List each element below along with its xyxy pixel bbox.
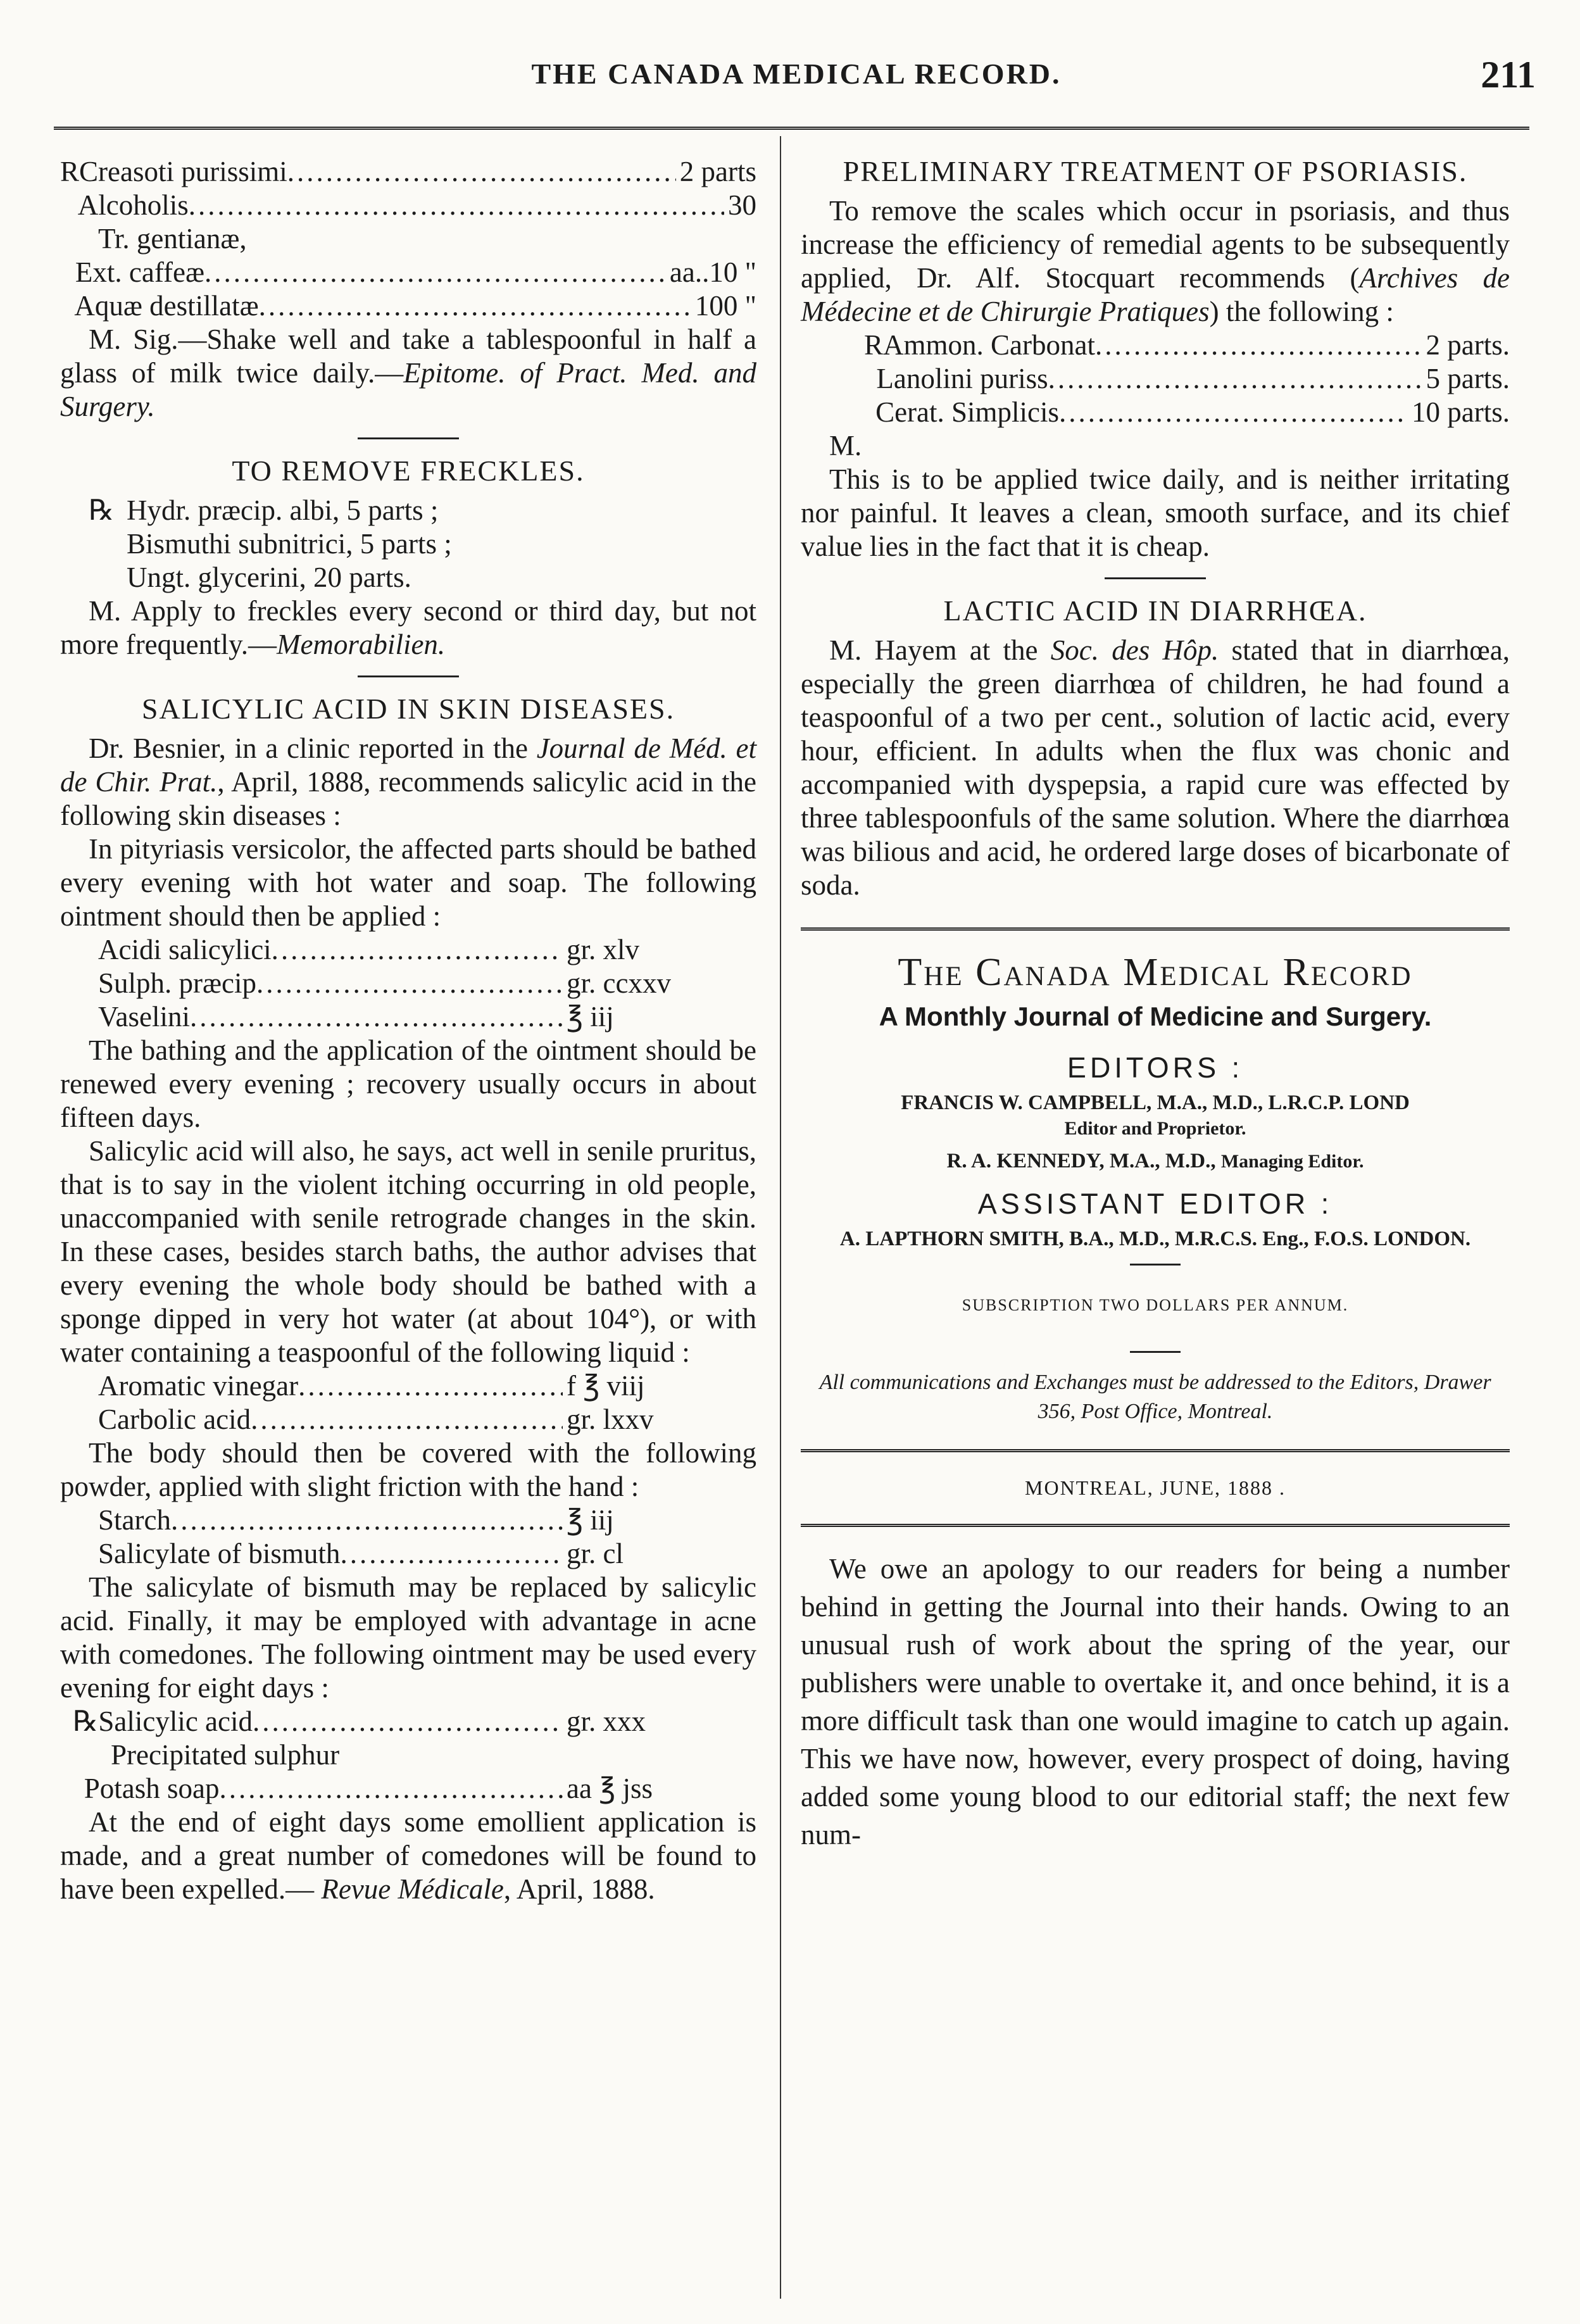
- society-citation: Soc. des Hôp.: [1050, 634, 1219, 666]
- section-title-freckles: TO REMOVE FRECKLES.: [232, 455, 585, 487]
- section-rule: [1105, 577, 1206, 579]
- address-notice: All communications and Exchanges must be addressed to the Editors, Drawer 356, Post Office, Montreal.: [819, 1371, 1491, 1423]
- rx-drug: Aromatic vinegar: [98, 1370, 299, 1402]
- editor-name-text: R. A. KENNEDY, M.A., M.D.,: [946, 1150, 1216, 1172]
- source-citation: Revue Médicale: [321, 1873, 504, 1905]
- rx-drug: Starch: [98, 1504, 171, 1536]
- rx-drug: Ungt. glycerini, 20 parts.: [127, 562, 411, 593]
- rx-line: [864, 396, 1510, 429]
- rx-symbol: ℞: [89, 494, 115, 526]
- paragraph: The body should then be covered with the following powder, applied with slight friction with the hand :: [60, 1437, 756, 1502]
- rx-line: [60, 222, 756, 256]
- text: stated that in diarrhœa, especially the green diarrhœa of children, he had found a teaspoonful of a two per cent., solution of lactic acid, every hour, efficient. In adults when the flux was chonic and accompanied with dyspepsia, a rapid cure was effected by three tablespoonfuls of the same solution. Where the diarrhœa was bilious and acid, he ordered large doses of bicarbonate of soda.: [801, 634, 1510, 901]
- section-rule: [358, 675, 459, 677]
- rx-quantity: 5 parts.: [1426, 363, 1510, 394]
- paragraph: The salicylate of bismuth may be replaced by salicylic acid. Finally, it may be employed with advantage in acne with comedones. The following ointment may be used every evening for eight days :: [60, 1571, 756, 1704]
- rx-line: [864, 362, 1510, 396]
- rx-drug: Bismuthi subnitrici, 5 parts ;: [127, 528, 452, 560]
- rx-symbol: R: [864, 329, 884, 361]
- leader-dots: [272, 933, 563, 967]
- editor-name: FRANCIS W. CAMPBELL, M.A., M.D., L.R.C.P. LOND: [901, 1091, 1410, 1114]
- rx-line: [73, 1738, 756, 1772]
- mixture-mark: M.: [829, 430, 862, 462]
- section-title-lactic: LACTIC ACID IN DIARRHŒA.: [943, 594, 1367, 627]
- prescription-acne: [60, 1705, 756, 1806]
- prescription-powder: [60, 1504, 756, 1571]
- rx-quantity: f ℥ viij: [567, 1370, 645, 1402]
- rx-symbol: ℞: [73, 1705, 99, 1737]
- paragraph: This is to be applied twice daily, and is neither irritating nor painful. It leaves a clean, smooth surface, and its chief value lies in the fact that it is cheap.: [801, 463, 1510, 562]
- masthead-subtitle: A Monthly Journal of Medicine and Surgery.: [879, 1002, 1432, 1031]
- rx-drug: Alcoholis: [77, 189, 189, 221]
- rx-line: [98, 1000, 756, 1034]
- rx-quantity: 100 ": [694, 290, 756, 322]
- leader-dots: [220, 1772, 563, 1806]
- leader-dots: [1095, 329, 1422, 362]
- rx-drug: Acidi salicylici: [98, 934, 272, 965]
- prescription-freckles: [60, 494, 756, 594]
- rx-drug: Ext. caffeæ: [75, 256, 204, 288]
- rx-quantity: ℥ iij: [567, 1504, 614, 1536]
- rx-line: [60, 155, 756, 189]
- text: , April, 1888.: [503, 1873, 655, 1905]
- rx-drug: Ammon. Carbonat: [883, 329, 1095, 361]
- rx-line: [98, 1403, 756, 1436]
- rx-quantity: 2 parts: [679, 156, 756, 187]
- rx-line: [89, 494, 756, 527]
- rx-line: [60, 256, 756, 289]
- dateline: MONTREAL, JUNE, 1888 .: [1025, 1476, 1286, 1499]
- page-number: 211: [1481, 54, 1536, 96]
- rx-line: [89, 527, 756, 561]
- prescription-ointment: [60, 933, 756, 1034]
- rx-drug: Tr. gentianæ,: [98, 223, 247, 254]
- rx-line: [98, 1504, 756, 1537]
- paragraph: [60, 732, 756, 832]
- paragraph: The bathing and the application of the ointment should be renewed every evening ; recovery usually occurs in about fifteen days.: [60, 1034, 756, 1133]
- editors-label: EDITORS :: [1067, 1052, 1244, 1084]
- rx-drug: Hydr. præcip. albi, 5 parts ;: [127, 494, 439, 526]
- text: M. Hayem at the: [829, 634, 1051, 666]
- section-title-psoriasis: PRELIMINARY TREATMENT OF PSORIASIS.: [843, 155, 1468, 187]
- rx-line: [98, 1369, 756, 1403]
- section-title-salicylic: SALICYLIC ACID IN SKIN DISEASES.: [141, 693, 675, 725]
- rx-drug: Potash soap: [84, 1773, 220, 1804]
- masthead-short-rule: [1130, 1351, 1181, 1353]
- editor-role: Managing Editor.: [1220, 1151, 1364, 1172]
- rx-quantity: 10 parts.: [1412, 396, 1510, 428]
- paragraph: [801, 194, 1510, 329]
- rx-quantity: gr. cl: [567, 1538, 624, 1569]
- editor-role: Editor and Proprietor.: [1064, 1118, 1246, 1139]
- right-column: [801, 155, 1510, 1854]
- leader-dots: [340, 1537, 563, 1571]
- prescription-creasote: [60, 155, 756, 323]
- rx-line: [73, 1772, 756, 1806]
- paragraph: Salicylic acid will also, he says, act well in senile pruritus, that is to say in the violent itching occurring in old people, unaccompanied with senile retrograde changes in the skin. In these cases, besides starch baths, the author advises that every evening the whole body should be bathed with a sponge dipped in very hot water (at about 104°), or with water containing a teaspoonful of the following liquid :: [60, 1135, 756, 1368]
- source-citation: Memorabilien.: [276, 629, 446, 660]
- rx-quantity: aa ℥ jss: [567, 1773, 653, 1804]
- dateline-rule-top: [801, 1449, 1510, 1452]
- rx-drug: Sulph. præcip: [98, 967, 257, 999]
- note-text: M. Sig.—Shake well and take a tablespoonful in half a glass of milk twice daily.—: [60, 323, 756, 389]
- left-column: [60, 155, 756, 1906]
- rx-drug: Salicylic acid: [98, 1705, 253, 1737]
- rx-quantity: gr. xlv: [567, 934, 640, 965]
- rx-quantity: gr. ccxxv: [567, 967, 671, 999]
- rx-quantity: ℥ iij: [567, 1001, 614, 1033]
- dateline-rule-bottom: [801, 1524, 1510, 1527]
- section-rule: [358, 437, 459, 439]
- journal-citation: Archives de Médecine et de Chirurgie Pratiques: [801, 262, 1510, 327]
- note-text: M. Apply to freckles every second or third day, but not more frequently.—: [60, 595, 756, 660]
- leader-dots: [189, 189, 724, 222]
- rx-line: [864, 329, 1510, 362]
- running-title: THE CANADA MEDICAL RECORD.: [531, 58, 1062, 90]
- rx-line: [98, 967, 756, 1000]
- rx-drug: Cerat. Simplicis: [875, 396, 1060, 428]
- text: At the end of eight days some emollient application is made, and a great number of comedones will be found to have been expelled.—: [60, 1806, 756, 1905]
- text: To remove the scales which occur in psoriasis, and thus increase the efficiency of remedial agents to be subsequently applied, Dr. Alf. Stocquart recommends (: [801, 195, 1510, 294]
- paragraph: In pityriasis versicolor, the affected parts should be bathed every evening with hot water and soap. The following ointment should then be applied :: [60, 833, 756, 932]
- rx-drug: Creasoti purissimi: [79, 156, 287, 187]
- rx-line: [60, 289, 756, 323]
- leader-dots: [171, 1504, 563, 1537]
- prescription-note: [60, 323, 756, 424]
- editor-name: [801, 1148, 1510, 1174]
- rx-drug: Lanolini puriss: [876, 363, 1048, 394]
- subscription-notice: SUBSCRIPTION TWO DOLLARS PER ANNUM.: [962, 1296, 1349, 1314]
- paragraph: [801, 634, 1510, 902]
- leader-dots: [256, 967, 563, 1000]
- rx-line: [98, 1537, 756, 1571]
- leader-dots: [298, 1369, 563, 1403]
- rx-quantity: 30: [728, 189, 756, 221]
- rx-quantity: aa..10 ": [669, 256, 756, 288]
- masthead-rule-top: [801, 927, 1510, 931]
- assistant-editor-label: ASSISTANT EDITOR :: [977, 1188, 1333, 1220]
- leader-dots: [287, 155, 676, 189]
- masthead-title: The Canada Medical Record: [898, 951, 1413, 994]
- rx-line: [60, 189, 756, 222]
- journal-citation: Journal de Méd. et de Chir. Prat.: [60, 732, 756, 798]
- column-divider: [780, 136, 781, 2299]
- leader-dots: [1059, 396, 1408, 429]
- freckles-note: [60, 594, 756, 662]
- editorial: [801, 1550, 1510, 1854]
- rx-line: [73, 1705, 756, 1738]
- paragraph: [60, 1806, 756, 1906]
- rx-symbol: R: [60, 156, 80, 187]
- text: ) the following :: [1209, 296, 1394, 327]
- rx-drug: Salicylate of bismuth: [98, 1538, 341, 1569]
- rx-quantity: gr. xxx: [567, 1705, 646, 1737]
- masthead-short-rule: [1130, 1264, 1181, 1266]
- editorial-paragraph: We owe an apology to our readers for being a number behind in getting the Journal into their hands. Owing to an unusual rush of work about the spring of the year, our publishers were unable to overtake it, and once behind, it is a more difficult task than one would imagine to catch up again. This we have now, however, every prospect of doing, having added some young blood to our editorial staff; the next few num-: [801, 1553, 1510, 1850]
- leader-dots: [253, 1705, 563, 1738]
- rx-drug: Vaselini: [98, 1001, 190, 1033]
- rx-quantity: 2 parts.: [1426, 329, 1510, 361]
- source-citation: Epitome. of Pract. Med. and Surgery.: [60, 357, 756, 422]
- prescription-liquid: [60, 1369, 756, 1436]
- rx-drug: Carbolic acid: [98, 1404, 251, 1435]
- text: , April, 1888, recommends salicylic acid in the following skin diseases :: [60, 766, 756, 831]
- rx-drug: Aquæ destillatæ: [74, 290, 259, 322]
- rx-line: [98, 933, 756, 967]
- prescription-psoriasis: [801, 329, 1510, 429]
- header-rule: [54, 127, 1529, 130]
- leader-dots: [1048, 362, 1422, 396]
- rx-drug: Precipitated sulphur: [111, 1739, 340, 1771]
- assistant-editor-name: A. LAPTHORN SMITH, B.A., M.D., M.R.C.S. Eng., F.O.S. LONDON.: [839, 1228, 1471, 1250]
- leader-dots: [251, 1403, 563, 1436]
- leader-dots: [259, 289, 691, 323]
- leader-dots: [190, 1000, 563, 1034]
- running-head: [51, 44, 1542, 114]
- leader-dots: [204, 256, 666, 289]
- text: Dr. Besnier, in a clinic reported in the: [89, 732, 537, 764]
- rx-line: [89, 561, 756, 594]
- rx-quantity: gr. lxxv: [567, 1404, 654, 1435]
- masthead: [801, 951, 1510, 1426]
